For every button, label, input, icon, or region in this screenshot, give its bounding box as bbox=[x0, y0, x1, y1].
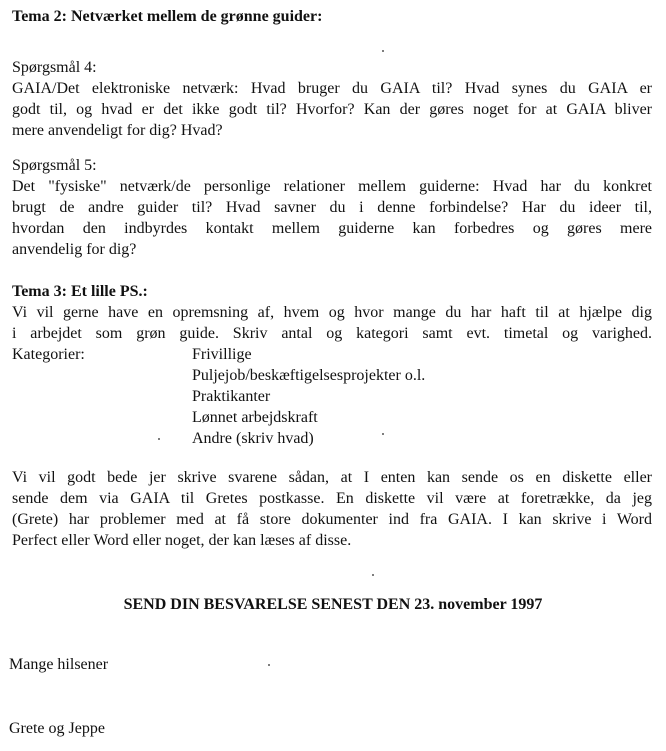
category-item: Lønnet arbejdskraft bbox=[192, 409, 318, 426]
scan-speck bbox=[372, 574, 374, 576]
closing-line-3: (Grete) har problemer med at få store dokumenter ind fra GAIA. I kan skrive i Word bbox=[12, 511, 652, 528]
tema2-heading bbox=[12, 6, 652, 27]
scan-speck bbox=[382, 50, 384, 52]
scan-speck bbox=[382, 433, 384, 435]
closing-paragraph bbox=[12, 467, 652, 551]
question-5-line-3: hvordan den indbyrdes kontakt mellem guiderne kan forbedres og gøres mere bbox=[12, 220, 652, 237]
closing-line-2: sende dem via GAIA til Gretes postkasse. En diskette vil være at foretrække, da jeg bbox=[12, 490, 652, 507]
question-5-label: Spørgsmål 5: bbox=[12, 157, 97, 174]
tema3-line-1: Vi vil gerne have en opremsning af, hvem og hvor mange du har haft til at hjælpe dig bbox=[12, 304, 652, 321]
signature: Grete og Jeppe bbox=[9, 720, 105, 737]
question-4-line-3: mere anvendeligt for dig? Hvad? bbox=[12, 122, 223, 139]
category-item: Frivillige bbox=[192, 346, 252, 363]
category-item: Andre (skriv hvad) bbox=[192, 430, 314, 447]
tema3-heading-text: Tema 3: Et lille PS.: bbox=[12, 283, 148, 300]
category-item: Puljejob/beskæftigelsesprojekter o.l. bbox=[192, 367, 426, 384]
scan-speck bbox=[268, 664, 270, 666]
category-item: Praktikanter bbox=[192, 388, 271, 405]
question-4-line-1: GAIA/Det elektroniske netværk: Hvad bruger du GAIA til? Hvad synes du GAIA er bbox=[12, 80, 652, 97]
question-5-line-2: brugt de andre guider til? Hvad savner du i denne forbindelse? Har du ideer til, bbox=[12, 199, 652, 216]
scan-speck bbox=[158, 438, 160, 440]
tema3-line-2: i arbejdet som grøn guide. Skriv antal og kategori samt evt. timetal og varighed. bbox=[12, 325, 652, 342]
closing-line-1: Vi vil godt bede jer skrive svarene sådan, at I enten kan sende os en diskette eller bbox=[12, 469, 652, 486]
greeting: Mange hilsener bbox=[9, 656, 109, 673]
tema2-heading-text: Tema 2: Netværket mellem de grønne guider: bbox=[12, 8, 323, 25]
tema3-heading bbox=[12, 281, 652, 302]
categories-label: Kategorier: bbox=[12, 346, 85, 363]
question-5-line-4: anvendelig for dig? bbox=[12, 241, 137, 258]
question-4 bbox=[12, 57, 652, 141]
tema3-body bbox=[12, 302, 652, 344]
closing-line-4: Perfect eller Word eller noget, der kan læses af disse. bbox=[12, 532, 352, 549]
question-4-label: Spørgsmål 4: bbox=[12, 59, 97, 76]
deadline-notice: SEND DIN BESVARELSE SENEST DEN 23. november 1997 bbox=[123, 596, 543, 613]
question-5-line-1: Det "fysiske" netværk/de personlige relationer mellem guiderne: Hvad har du konkret bbox=[12, 178, 652, 195]
question-5 bbox=[12, 155, 652, 260]
question-4-line-2: godt til, og hvad er det ikke godt til? Hvorfor? Kan der gøres noget for at GAIA bliver bbox=[12, 101, 652, 118]
